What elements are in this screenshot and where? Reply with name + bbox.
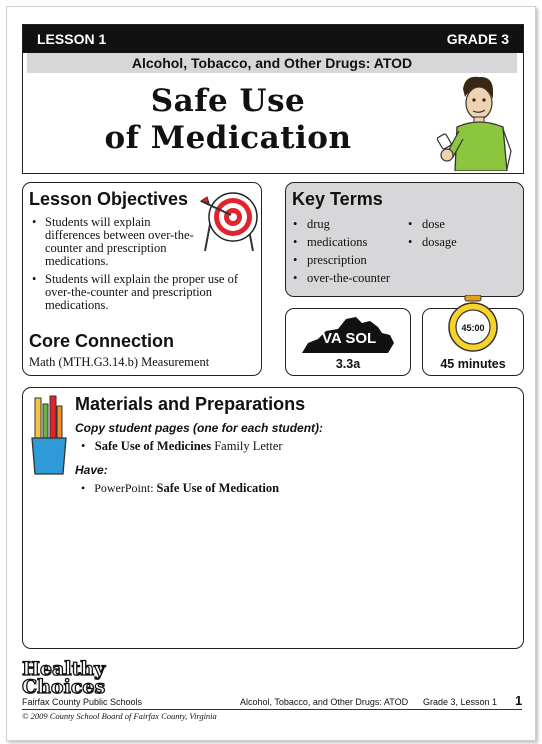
footer-topic: Alcohol, Tobacco, and Other Drugs: ATOD	[240, 697, 409, 707]
duration-label: 45 minutes	[440, 357, 506, 371]
title-line-2: of Medication	[104, 120, 352, 156]
core-connection-heading: Core Connection	[29, 331, 175, 351]
have-item-prefix: PowerPoint:	[94, 481, 157, 495]
objectives-heading: Lesson Objectives	[29, 189, 189, 209]
stopwatch-display: 45:00	[461, 323, 485, 333]
va-sol-badge: VA SOL	[322, 330, 377, 347]
key-terms-column-2	[404, 215, 457, 251]
logo-line-2: Choices	[22, 676, 106, 698]
have-item-title: Safe Use of Medication	[156, 481, 280, 495]
page-number: 1	[515, 693, 523, 708]
logo-line-1: Healthy	[22, 658, 106, 680]
grade-label: GRADE 3	[446, 31, 509, 47]
timer-box	[422, 308, 524, 376]
objective-item: • Students will explain the proper use of over-the-counter and prescription medications.	[29, 273, 239, 312]
unit-subtitle: Alcohol, Tobacco, and Other Drugs: ATOD	[27, 53, 517, 73]
lesson-objectives-box	[22, 182, 262, 376]
key-terms-box	[285, 182, 524, 297]
key-terms-column-1	[289, 215, 390, 287]
key-term: • dosage	[404, 233, 457, 251]
va-sol-box	[285, 308, 411, 376]
key-term: • prescription	[289, 251, 390, 269]
objectives-list	[29, 216, 239, 317]
page-title	[23, 83, 433, 157]
key-term: • drug	[289, 215, 390, 233]
materials-box	[22, 387, 524, 649]
copy-pages-label: Copy student pages (one for each student):	[75, 421, 324, 435]
footer-copyright: © 2009 County School Board of Fairfax County, Virginia	[22, 711, 217, 721]
copy-item-title: Safe Use of Medicines	[94, 439, 212, 453]
have-label: Have:	[75, 463, 108, 477]
key-term: • medications	[289, 233, 390, 251]
lesson-header	[22, 24, 524, 174]
title-line-1: Safe Use	[150, 83, 306, 119]
footer-lesson-ref: Grade 3, Lesson 1	[423, 697, 498, 707]
key-terms-heading: Key Terms	[292, 189, 383, 209]
key-term: • over-the-counter	[289, 269, 390, 287]
key-term: • dose	[404, 215, 457, 233]
footer-organization: Fairfax County Public Schools	[22, 697, 143, 707]
materials-heading: Materials and Preparations	[75, 394, 306, 414]
healthy-choices-logo	[22, 660, 105, 696]
objective-item: • Students will explain differences between over-the-counter and prescription medications.	[29, 216, 205, 268]
have-item: • PowerPoint: Safe Use of Medication	[81, 481, 280, 495]
footer-divider	[22, 709, 522, 710]
stopwatch-icon	[445, 295, 501, 355]
core-connection-text: Math (MTH.G3.14.b) Measurement	[29, 355, 210, 369]
copy-item: • Safe Use of Medicines Family Letter	[81, 439, 283, 453]
virginia-map-icon	[300, 313, 396, 355]
header-bar	[23, 25, 523, 53]
boy-with-pill-bottle-illustration	[423, 73, 523, 171]
copy-item-rest: Family Letter	[211, 439, 283, 453]
lesson-number: LESSON 1	[37, 31, 107, 47]
pencil-cup-icon	[29, 394, 69, 476]
sol-code: 3.3a	[335, 357, 361, 371]
